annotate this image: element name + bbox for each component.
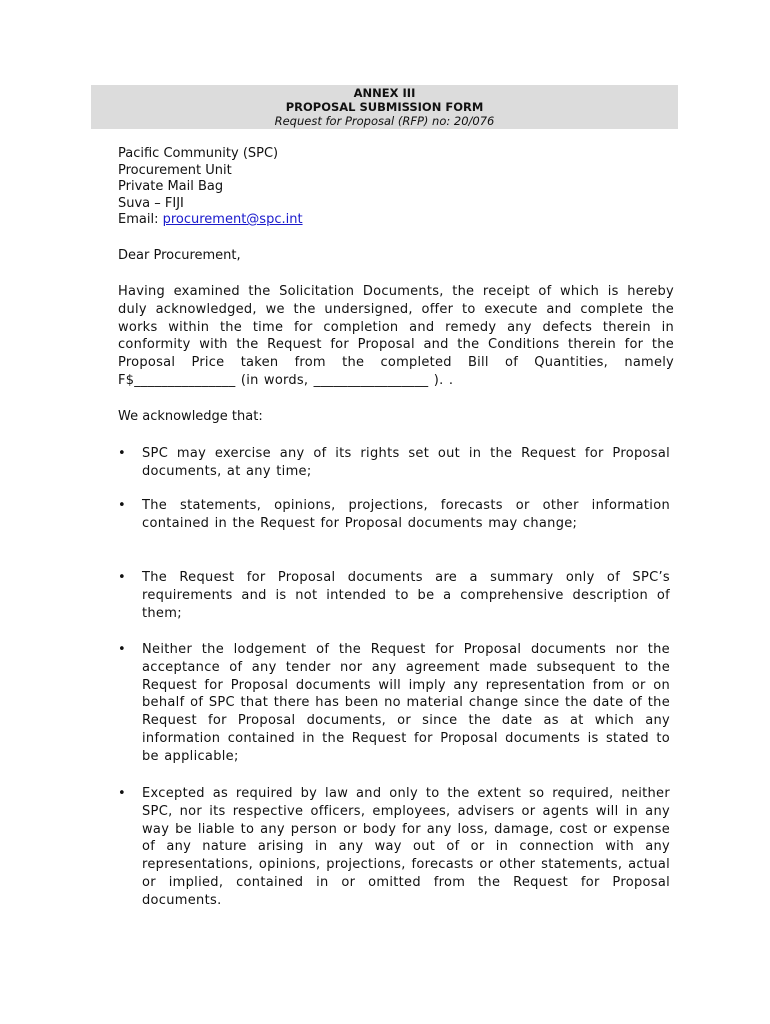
list-item-text: Neither the lodgement of the Request for Proposal documents nor the acceptance of any tender nor any agreement made subsequent to the Request for Proposal documents will imply any representation from or on behalf of SPC that there has been no material change since the date of the Request for Proposal documents, or since the date as at which any information contained in the Request for Proposal documents is stated to be applicable; (142, 642, 670, 764)
list-item-text: The Request for Proposal documents are a summary only of SPC’s requirements and is not intended to be a comprehensive description of them; (142, 570, 670, 621)
email-link[interactable]: procurement@spc.int (162, 212, 303, 227)
bullet-icon: • (118, 498, 126, 513)
bullet-icon: • (118, 446, 126, 461)
salutation: Dear Procurement, (118, 248, 241, 263)
address-email-row (118, 212, 303, 229)
offer-paragraph: Having examined the Solicitation Documents, the receipt of which is hereby duly acknowledged, we the undersigned, offer to execute and complete the works within the time for completion and remedy any defects therein in conformity with the Request for Proposal and the Conditions therein for the Proposal Price taken from the completed Bill of Quantities, namely F$_______________ (in words, _________________ ). . (118, 284, 674, 388)
bullet-icon: • (118, 786, 126, 801)
rfp-number: Request for Proposal (RFP) no: 20/076 (274, 114, 495, 128)
form-title: PROPOSAL SUBMISSION FORM (285, 100, 484, 114)
annex-label: ANNEX III (353, 86, 416, 100)
email-label: Email: (118, 212, 163, 227)
address-line-unit: Procurement Unit (118, 162, 232, 178)
bullet-icon: • (118, 570, 126, 585)
address-line-organization: Pacific Community (SPC) (118, 146, 279, 161)
acknowledge-intro: We acknowledge that: (118, 409, 263, 424)
list-item-text: The statements, opinions, projections, forecasts or other information contained in the Request for Proposal documents may change; (142, 498, 670, 531)
address-line-mailbag: Private Mail Bag (118, 179, 224, 194)
list-item-text: Excepted as required by law and only to the extent so required, neither SPC, nor its respective officers, employees, advisers or agents will in any way be liable to any person or body for any loss, damage, cost or expense of any nature arising in any way out of or in connection with any representations, opinions, projections, forecasts or other statements, actual or implied, contained in or omitted from the Request for Proposal documents. (142, 786, 670, 908)
list-item-text: SPC may exercise any of its rights set out in the Request for Proposal documents, at any time; (142, 446, 670, 479)
bullet-icon: • (118, 642, 126, 657)
form-header (91, 85, 678, 129)
address-line-city: Suva – FIJI (118, 195, 184, 211)
recipient-address (118, 146, 303, 229)
